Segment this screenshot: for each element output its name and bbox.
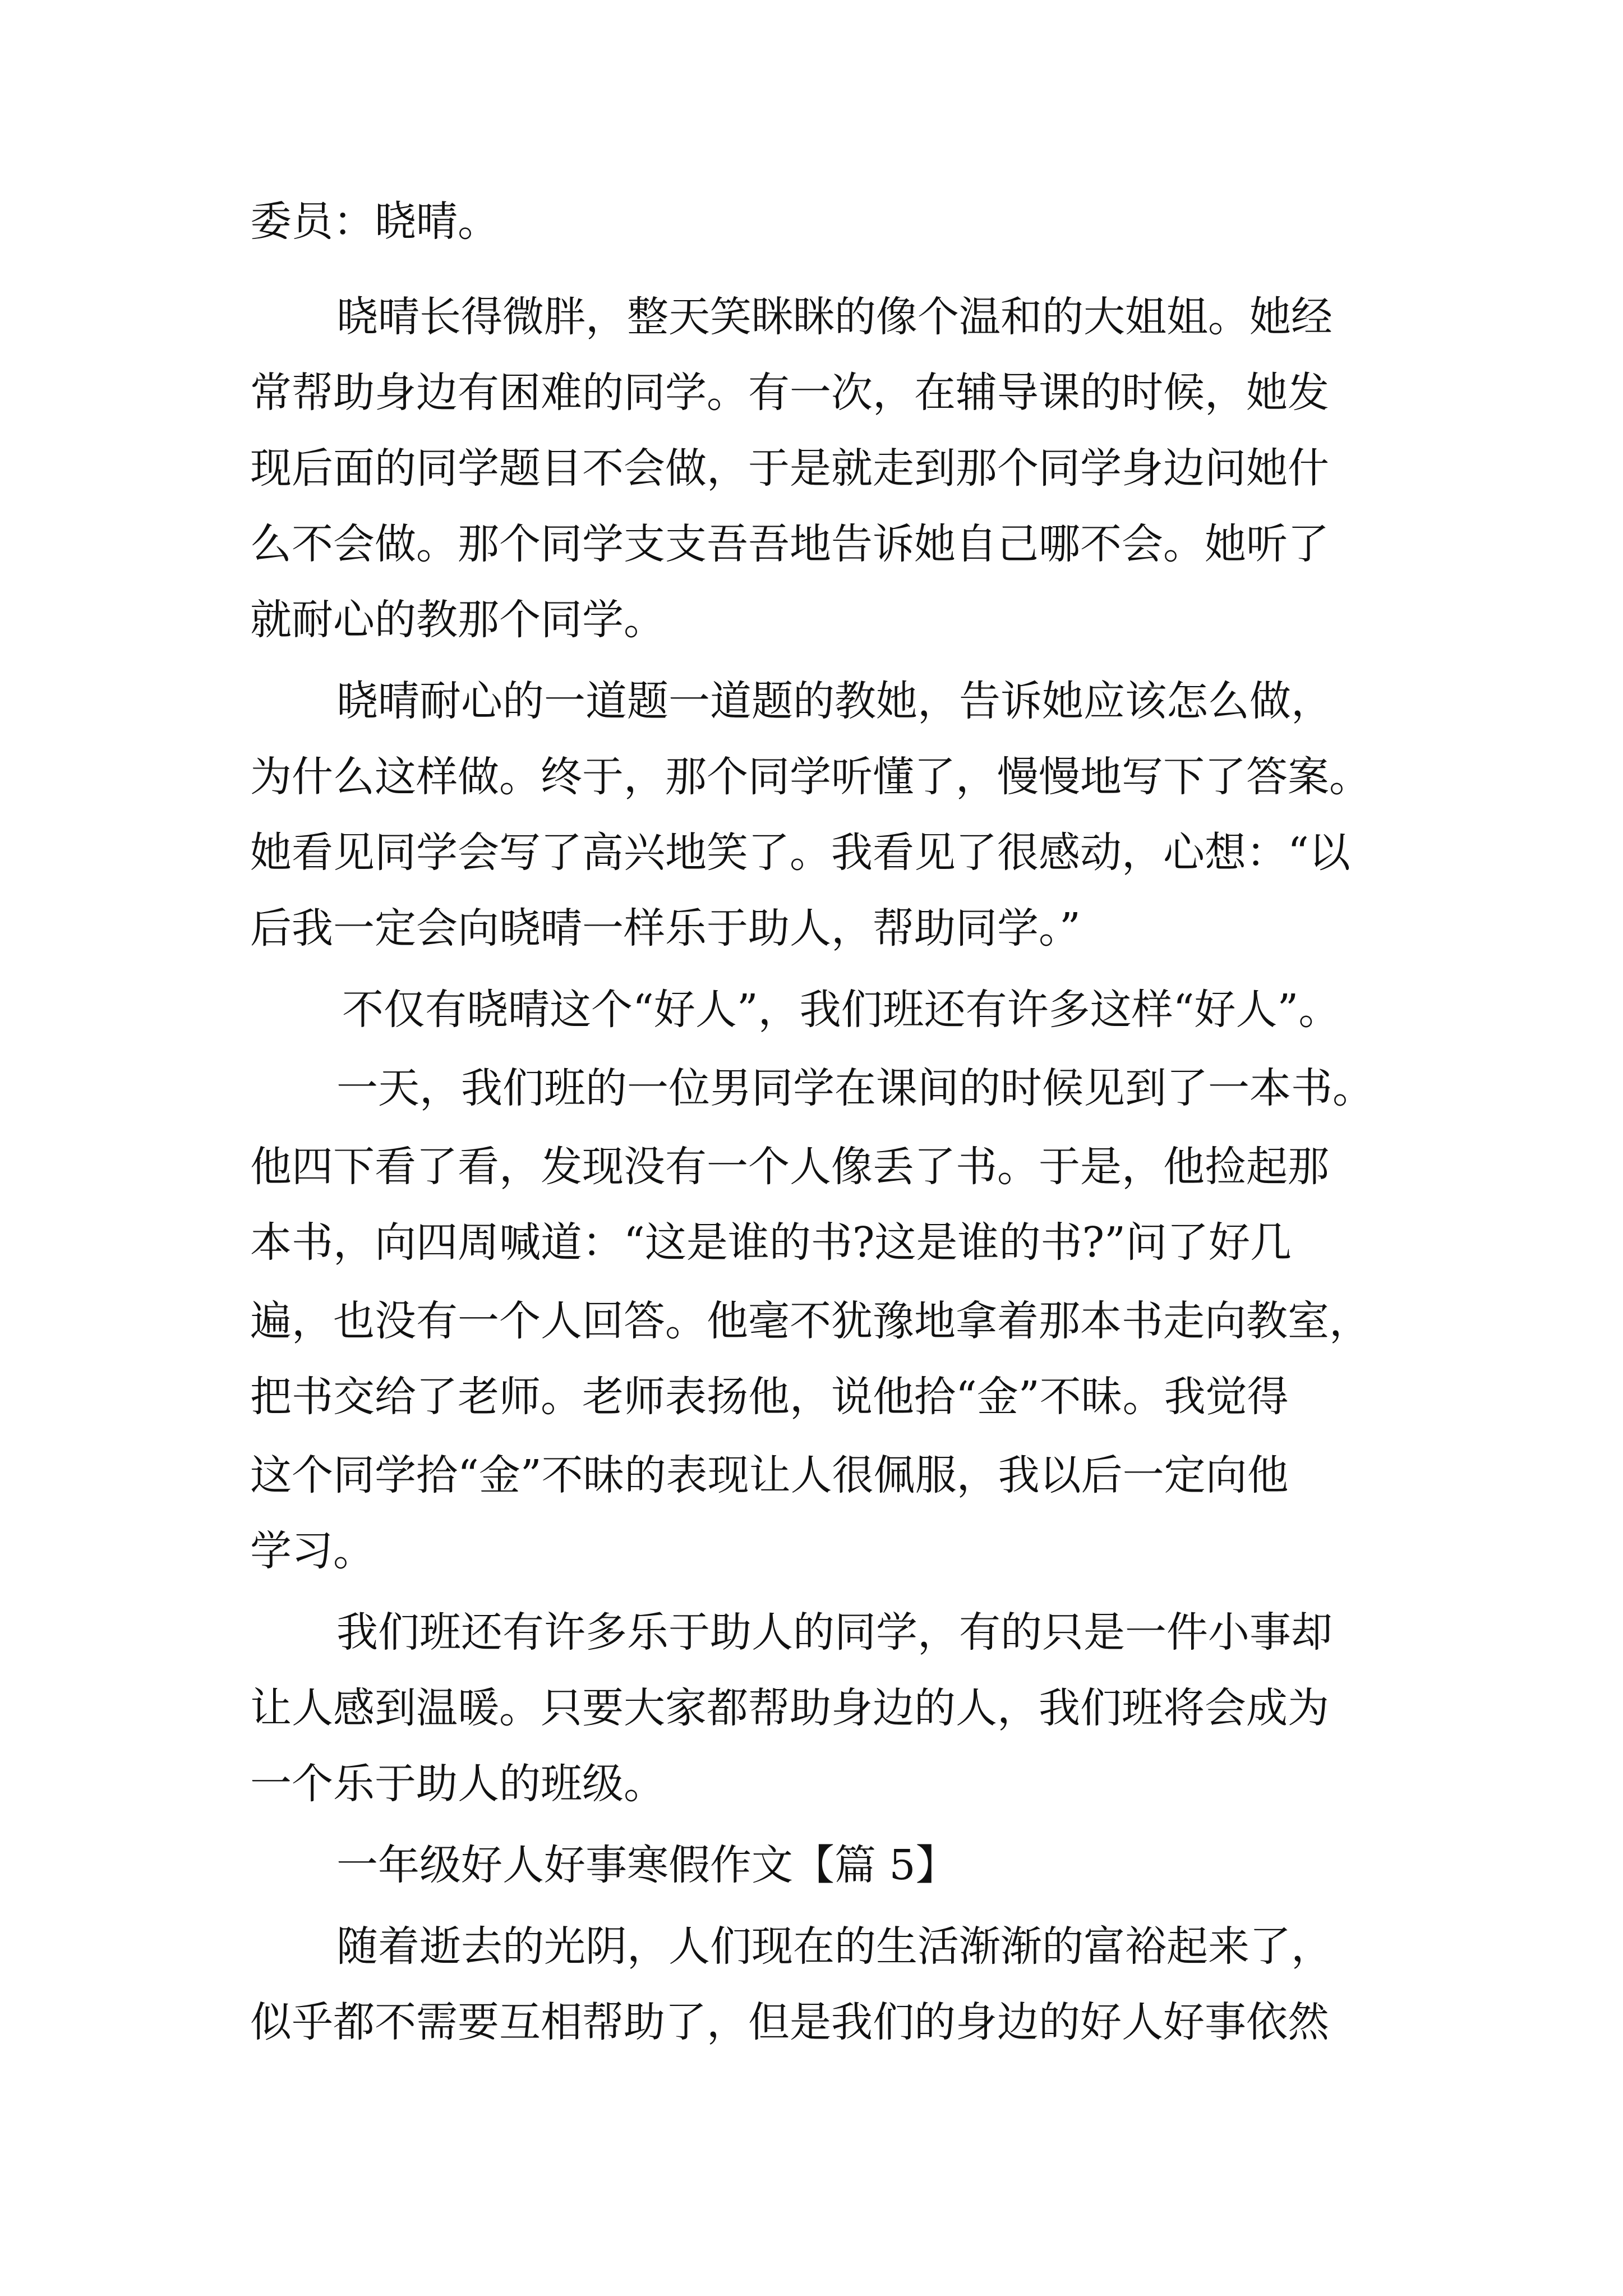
text-line: 为什么这样做。终于，那个同学听懂了，慢慢地写下了答案。 xyxy=(250,753,1371,801)
text-line: 这个同学拾“金”不昧的表现让人很佩服，我以后一定向他 xyxy=(250,1451,1289,1499)
text-line: 本书，向四周喊道：“这是谁的书?这是谁的书?”问了好几 xyxy=(250,1218,1292,1267)
text-line: 她看见同学会写了高兴地笑了。我看见了很感动，心想：“以 xyxy=(250,829,1350,877)
text-line: 么不会做。那个同学支支吾吾地告诉她自己哪不会。她听了 xyxy=(250,520,1329,568)
text-line: 似乎都不需要互相帮助了，但是我们的身边的好人好事依然 xyxy=(250,1998,1329,2046)
text-line: 就耐心的教那个同学。 xyxy=(250,596,665,644)
text-line: 他四下看了看，发现没有一个人像丢了书。于是，他捡起那 xyxy=(250,1143,1329,1191)
text-line: 常帮助身边有困难的同学。有一次，在辅导课的时候，她发 xyxy=(250,369,1329,417)
text-line: 一个乐于助人的班级。 xyxy=(250,1760,665,1808)
text-line: 委员：晓晴。 xyxy=(250,197,499,246)
text-line: 把书交给了老师。老师表扬他，说他拾“金”不昧。我觉得 xyxy=(250,1373,1289,1421)
text-line: 现后面的同学题目不会做，于是就走到那个同学身边问她什 xyxy=(250,444,1329,493)
paragraph-start-line: 晓晴长得微胖，整天笑眯眯的像个温和的大姐姐。她经 xyxy=(336,293,1332,341)
text-line: 后我一定会向晓晴一样乐于助人，帮助同学。” xyxy=(250,904,1081,953)
text-line: 学习。 xyxy=(250,1527,375,1575)
paragraph-start-line: 我们班还有许多乐于助人的同学，有的只是一件小事却 xyxy=(336,1608,1332,1657)
paragraph-start-line: 一天，我们班的一位男同学在课间的时候见到了一本书。 xyxy=(336,1064,1374,1112)
paragraph-start-line: 随着逝去的光阴，人们现在的生活渐渐的富裕起来了， xyxy=(336,1922,1332,1971)
paragraph-start-line: 晓晴耐心的一道题一道题的教她，告诉她应该怎么做， xyxy=(336,677,1332,725)
paragraph-start-line: 不仅有晓晴这个“好人”，我们班还有许多这样“好人”。 xyxy=(342,986,1340,1034)
text-line: 遍，也没有一个人回答。他毫不犹豫地拿着那本书走向教室， xyxy=(250,1297,1371,1345)
section-heading: 一年级好人好事寒假作文【篇 5】 xyxy=(336,1841,957,1889)
text-line: 让人感到温暖。只要大家都帮助身边的人，我们班将会成为 xyxy=(250,1684,1329,1732)
